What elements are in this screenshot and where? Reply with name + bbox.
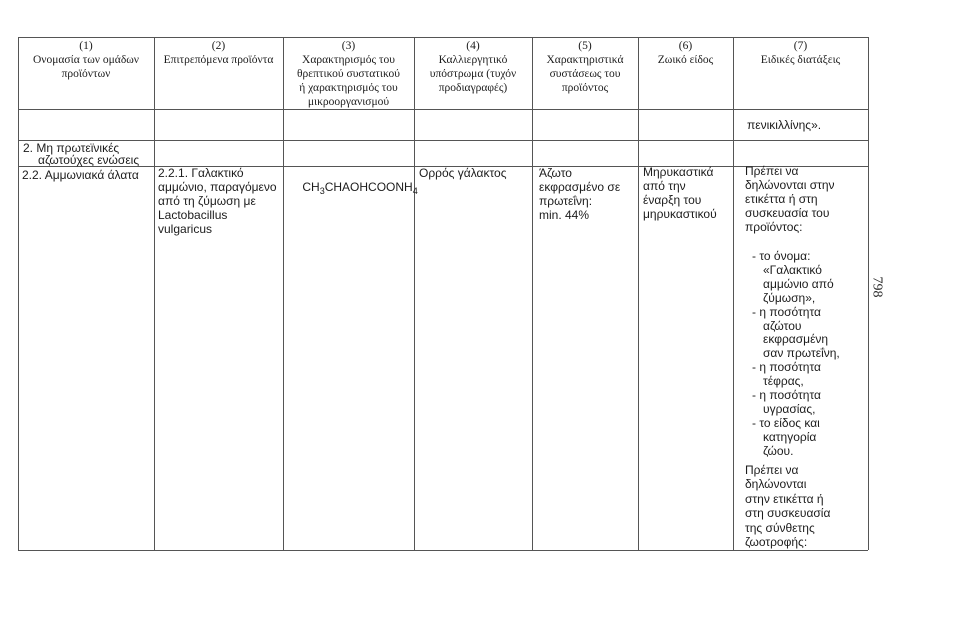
product-formula: [289, 166, 418, 208]
column-divider: [414, 37, 415, 550]
table-bottom-border: [18, 550, 868, 551]
header-product-groups: (1) Ονομασία των ομάδων προϊόντων: [32, 40, 140, 80]
header-permitted-products: (2) Επιτρεπόμενα προϊόντα: [163, 40, 274, 66]
product-substrate: Ορρός γάλακτος: [419, 166, 507, 180]
page-number: 798: [869, 276, 885, 298]
section-title-line1: 2. Μη πρωτεϊνικές: [23, 141, 120, 155]
header-composition: (5) Χαρακτηριστικά συστάσεως του προϊόντος: [546, 40, 624, 94]
list-item: - η ποσότητα υγρασίας,: [752, 388, 821, 416]
list-item: - το είδος και κατηγορία ζώου.: [752, 415, 820, 458]
formula-subscript: 3: [319, 186, 325, 196]
column-divider: [532, 37, 533, 550]
header-special-provisions: (7) Ειδικές διατάξεις: [760, 40, 841, 66]
provisions-intro: Πρέπει να δηλώνονται στην ετικέττα ή στη συσκευασία του προϊόντος:: [745, 164, 835, 234]
provisions-outro: Πρέπει να δηλώνονται στην ετικέττα ή στη συσκευασία της σύνθετης ζωοτροφής:: [745, 463, 831, 550]
column-divider: [733, 37, 734, 550]
previous-row-provisions: πενικιλλίνης».: [747, 118, 822, 132]
product-composition: Άζωτο εκφρασμένο σε πρωτεΐνη: min. 44%: [539, 166, 621, 222]
section-title-line2: αζωτούχες ενώσεις: [38, 153, 140, 167]
column-divider: [18, 37, 19, 550]
formula-subscript: 4: [412, 186, 418, 196]
list-item: - η ποσότητα τέφρας,: [752, 360, 821, 389]
list-item: - το όνομα: «Γαλακτικό αμμώνιο από ζύμωση»,: [752, 249, 834, 305]
subsection-title: 2.2. Αμμωνιακά άλατα: [22, 168, 139, 182]
column-divider: [638, 37, 639, 550]
formula-part: CH: [302, 180, 320, 194]
header-animal-species: (6) Ζωικό είδος: [657, 40, 714, 66]
product-name: 2.2.1. Γαλακτικό αμμώνιο, παραγόμενο από τη ζύμωση με Lactobacillus vulgaricus: [158, 166, 277, 236]
formula-part: CHAOHCOONH: [324, 180, 413, 194]
row-divider: [18, 140, 868, 141]
header-bottom-border: [18, 109, 868, 110]
table-top-border: [18, 37, 868, 38]
column-divider: [154, 37, 155, 550]
header-culture-substrate: (4) Καλλιεργητικό υπόστρωμα (τυχόν προδιαγραφές): [429, 40, 517, 94]
list-item: - η ποσότητα αζώτου εκφρασμένη σαν πρωτεΐνη,: [752, 304, 840, 361]
header-nutrient-designation: (3) Χαρακτηρισμός του θρεπτικού συστατικού ή χαρακτηρισμός του μικροοργανισμού: [297, 40, 400, 108]
provisions-list: [752, 250, 840, 459]
column-divider: [283, 37, 284, 550]
product-species: Μηρυκαστικά από την έναρξη του μηρυκαστικού: [643, 165, 717, 221]
